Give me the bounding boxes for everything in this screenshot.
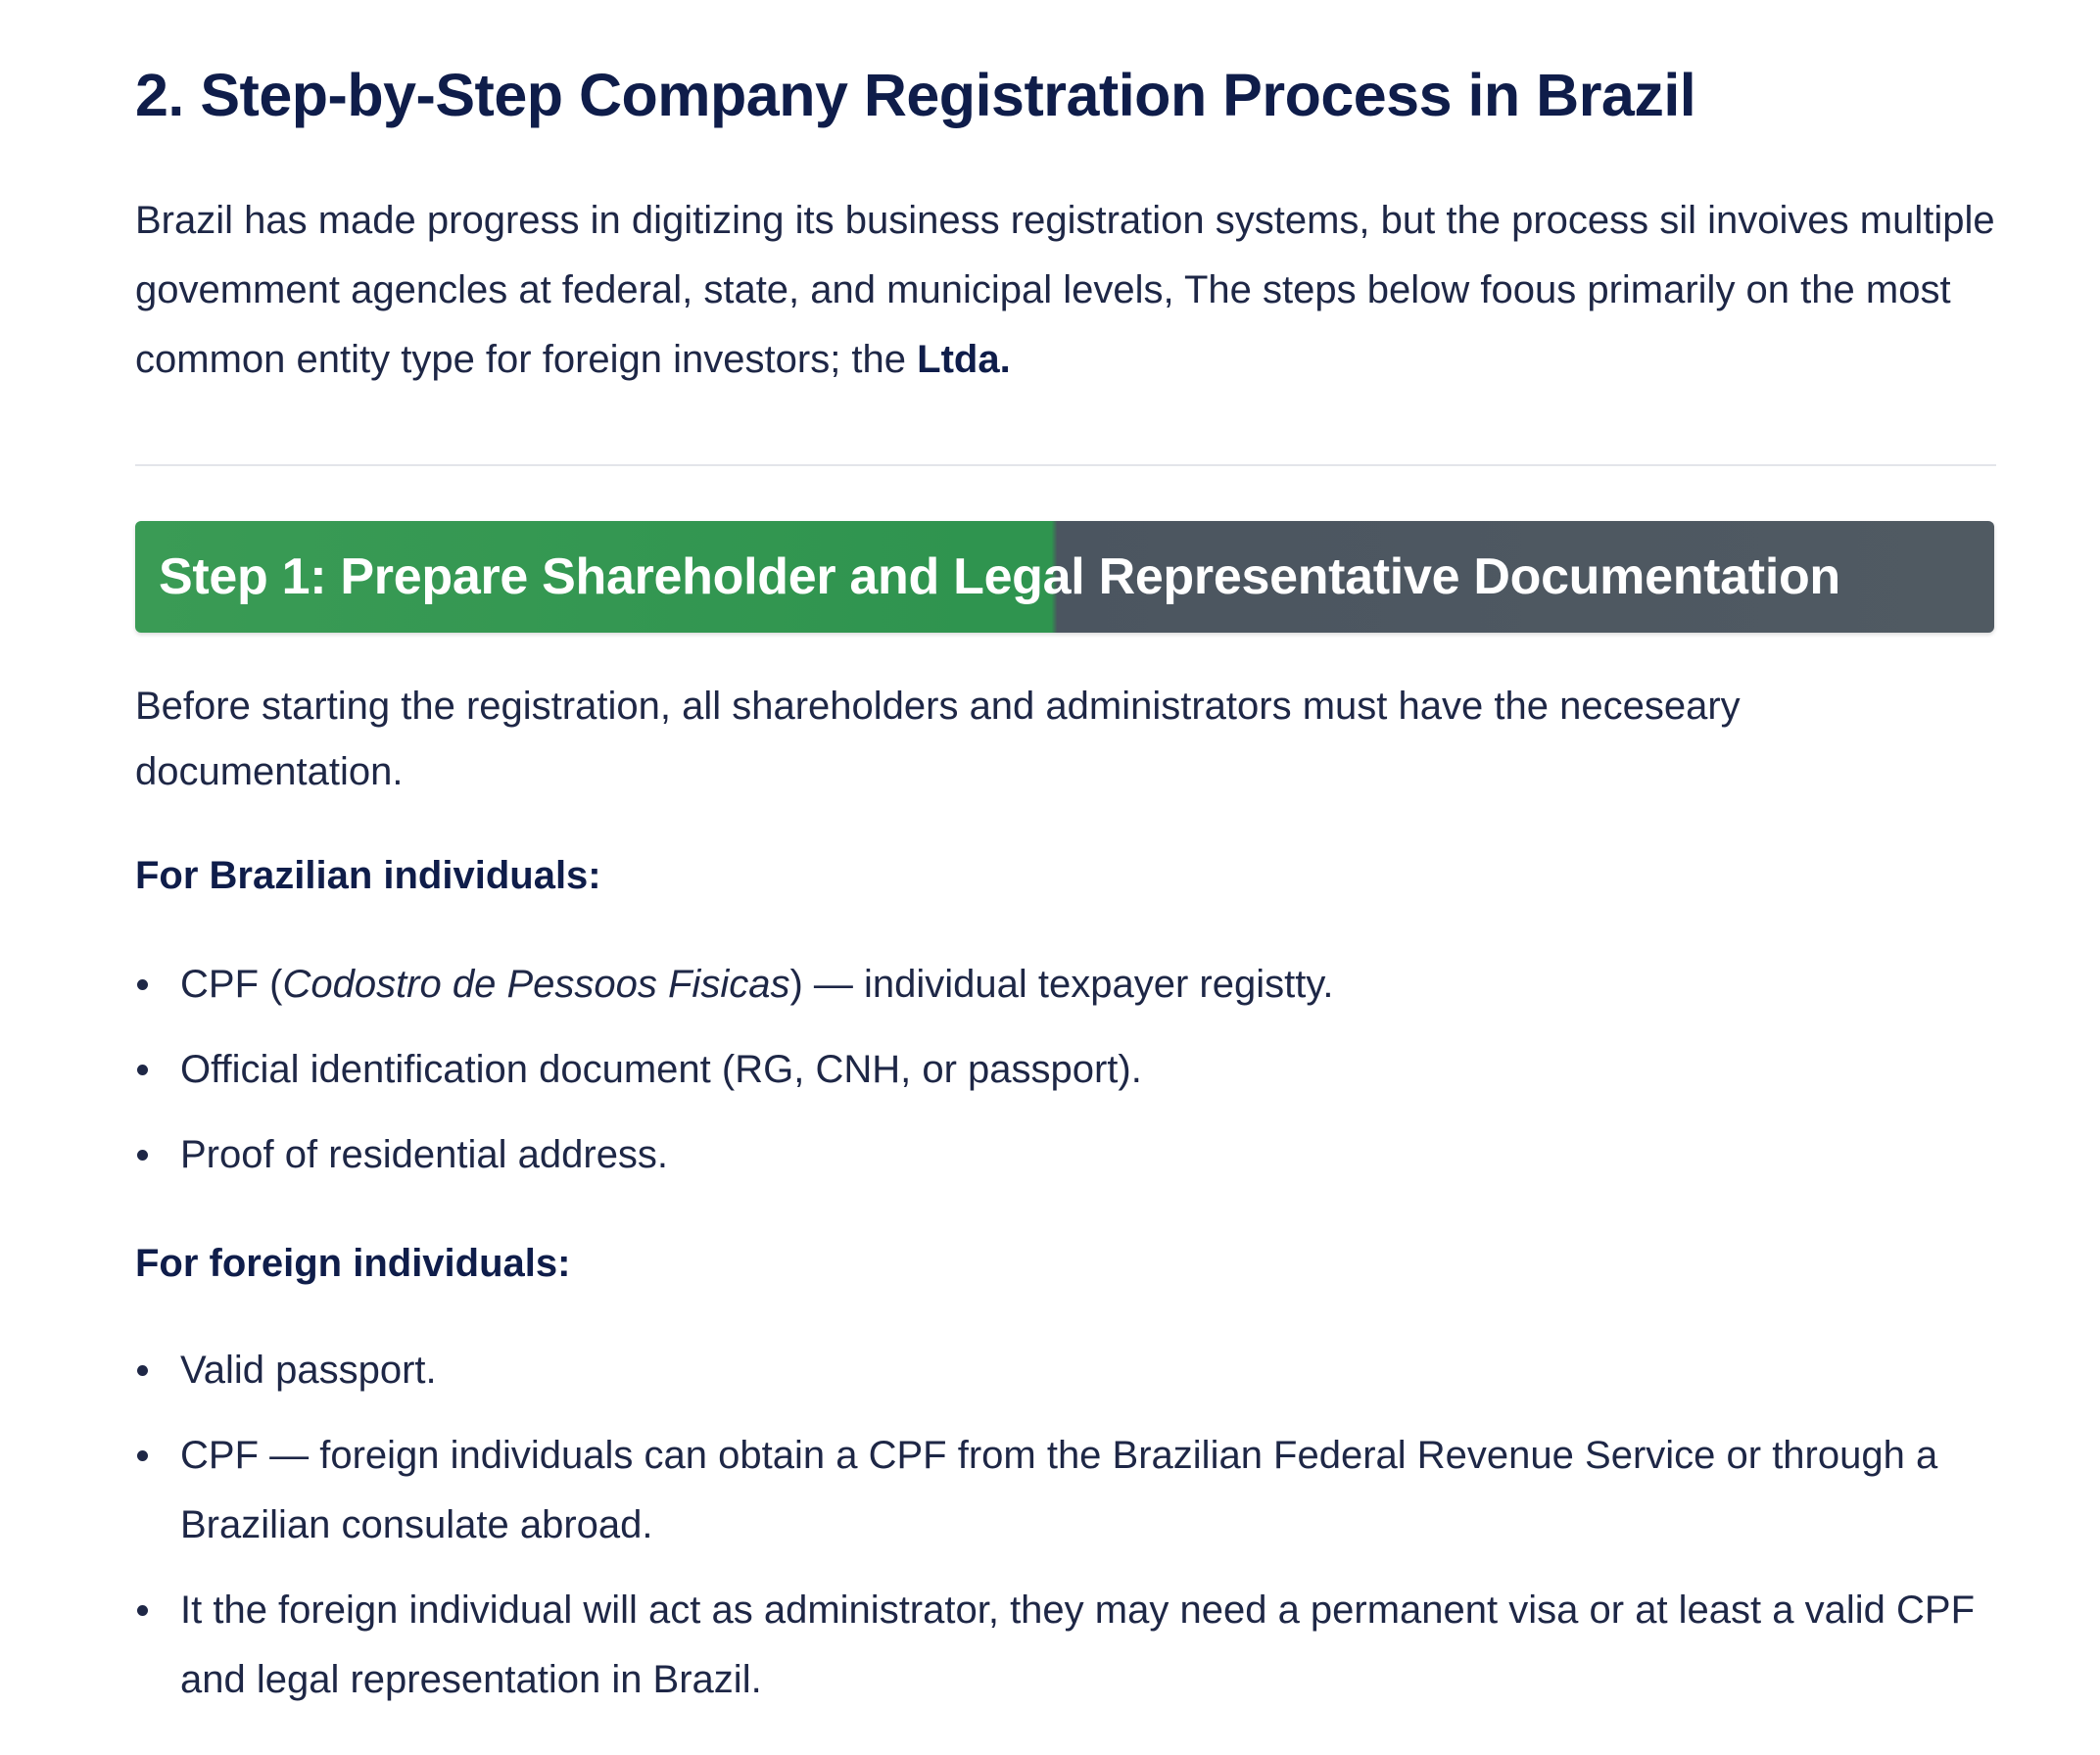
step-1-title: Step 1: Prepare Shareholder and Legal Representative Documentation [159, 548, 1840, 605]
brazilian-requirements-list [135, 950, 1996, 1206]
brazilian-individuals-heading: For Brazilian individuals: [135, 854, 601, 897]
bullet-icon [137, 1605, 148, 1616]
bullet-icon [137, 979, 148, 990]
list-item [135, 1120, 1996, 1190]
step-1-banner [135, 521, 1994, 633]
list-item [135, 1421, 1996, 1560]
intro-bold-entity: Ltda. [917, 338, 1011, 381]
list-item-text: Valid passport. [180, 1349, 437, 1392]
list-item-prefix: CPF ( [180, 963, 283, 1006]
list-item-text: CPF — foreign individuals can obtain a CPF from the Brazilian Federal Revenue Service or through a Brazilian consulate abroad. [180, 1434, 1938, 1546]
section-title: 2. Step-by-Step Company Registration Process in Brazil [135, 62, 1696, 128]
intro-text: Brazil has made progress in digitizing its business registration systems, but the process sil invoives multiple govemment agencles at federal, state, and municipal levels, The steps below foous primarily on the most common entity type for foreign investors; the [135, 199, 1995, 381]
intro-paragraph [135, 186, 1996, 395]
foreign-requirements-list [135, 1336, 1996, 1731]
list-item-text: Official identification document (RG, CNH, or passport). [180, 1048, 1142, 1091]
bullet-icon [137, 1150, 148, 1161]
list-item-text: It the foreign individual will act as administrator, they may need a permanent visa or at least a valid CPF and legal representation in Brazil. [180, 1589, 1976, 1701]
list-item-text: Proof of residential address. [180, 1133, 669, 1176]
list-item [135, 950, 1996, 1020]
bullet-icon [137, 1065, 148, 1075]
foreign-individuals-heading: For foreign individuals: [135, 1242, 571, 1285]
list-item [135, 1576, 1996, 1715]
bullet-icon [137, 1450, 148, 1461]
step-1-description: Before starting the registration, all shareholders and administrators must have the neceseary documentation. [135, 685, 1741, 793]
section-divider [135, 464, 1996, 466]
list-item [135, 1336, 1996, 1405]
list-item [135, 1035, 1996, 1105]
list-item-italic-term: Codostro de Pessoos Fisicas [282, 963, 790, 1006]
bullet-icon [137, 1365, 148, 1376]
list-item-suffix: ) — individual texpayer registty. [789, 963, 1334, 1006]
